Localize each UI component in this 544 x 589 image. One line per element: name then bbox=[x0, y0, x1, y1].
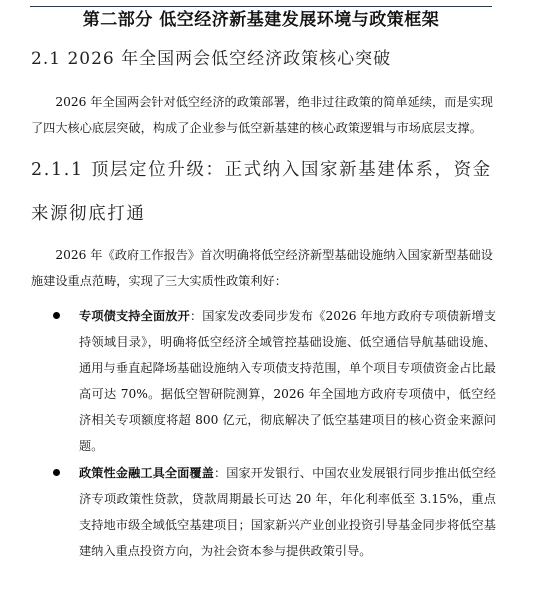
list-item bbox=[31, 460, 496, 564]
bullet-icon bbox=[53, 312, 60, 319]
bullet-icon bbox=[53, 469, 60, 476]
list-item-text bbox=[79, 303, 496, 459]
header-rule bbox=[30, 6, 492, 7]
list-item-title: 专项债支持全面放开 bbox=[79, 309, 190, 323]
list-item-body: ：国家开发银行、中国农业发展银行同步推出低空经济专项政策性贷款，贷款周期最长可达 20 年，年化利率低至 3.15%，重点支持地市级全域低空基建项目；国家新兴产业创业投资引导基金同步将低空基建纳入重点投资方向，为社会资本参与提供政策引导。 bbox=[79, 466, 496, 558]
section-heading bbox=[31, 47, 391, 71]
list-item bbox=[31, 303, 496, 459]
list-item-body: ：国家发改委同步发布《2026 年地方政府专项债新增支持领域目录》，明确将低空经济全域管控基础设施、低空通信导航基础设施、通用与垂直起降场基础设施纳入专项债支持范围，单个项目专项债资金占比最高可达 70%。据低空智研院测算，2026 年全国地方政府专项债中，低空经济相关专项额度将超 800 亿元，彻底解决了低空基建项目的核心资金来源问题。 bbox=[79, 309, 497, 453]
section-title: 2026 年全国两会低空经济政策核心突破 bbox=[67, 49, 392, 69]
list-item-text bbox=[79, 460, 496, 564]
subsection-number: 2.1.1 bbox=[31, 160, 84, 180]
part-title: 第二部分 低空经济新基建发展环境与政策框架 bbox=[82, 10, 440, 30]
section-intro-paragraph: 2026 年全国两会针对低空经济的政策部署，绝非过往政策的简单延续，而是实现了四大核心底层突破，构成了企业参与低空新基建的核心政策逻辑与市场底层支撑。 bbox=[31, 95, 493, 135]
section-number: 2.1 bbox=[31, 49, 62, 69]
subsection-heading bbox=[31, 148, 501, 236]
list-item-title: 政策性金融工具全面覆盖 bbox=[79, 466, 214, 480]
subsection-title: 顶层定位升级：正式纳入国家新基建体系，资金来源彻底打通 bbox=[31, 160, 492, 224]
subsection-intro-paragraph: 2026 年《政府工作报告》首次明确将低空经济新型基础设施纳入国家新型基础设施建设重点范畴，实现了三大实质性政策利好： bbox=[31, 248, 493, 288]
